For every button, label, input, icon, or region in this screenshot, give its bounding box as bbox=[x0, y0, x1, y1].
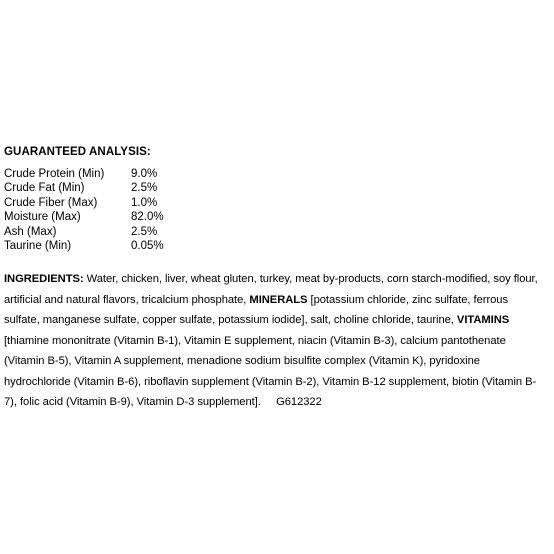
analysis-value: 2.5% bbox=[131, 225, 158, 238]
analysis-label: Moisture (Max) bbox=[4, 211, 81, 224]
table-row bbox=[4, 225, 164, 239]
ingredients-text-part1: Water, chicken, liver, wheat gluten, turkey, meat by-products, corn starch-modified, soy flour, artificial and natural flavors, tricalcium phosphate, bbox=[4, 273, 538, 306]
ingredients-text-part3: [thiamine mononitrate (Vitamin B-1), Vitamin E supplement, niacin (Vitamin B-3), calcium pantothenate (Vitamin B-5), Vitamin A supplement, menadione sodium bisulfite complex (Vitamin K), pyridoxine hydrochloride (Vitamin B-6), riboflavin supplement (Vitamin B-2), Vitamin B-12 supplement, biotin (Vitamin B-7), folic acid (Vitamin B-9), Vitamin D-3 supplement]. bbox=[4, 334, 537, 409]
analysis-label: Crude Protein (Min) bbox=[4, 168, 105, 180]
table-row bbox=[4, 210, 164, 224]
analysis-value: 2.5% bbox=[131, 182, 158, 195]
analysis-value: 0.05% bbox=[131, 240, 164, 253]
analysis-value: 9.0% bbox=[131, 168, 158, 180]
product-code: G612322 bbox=[276, 396, 322, 409]
vitamins-heading: VITAMINS bbox=[456, 314, 510, 327]
ingredients-heading: INGREDIENTS: bbox=[4, 273, 84, 286]
guaranteed-analysis-table bbox=[4, 167, 164, 253]
analysis-label: Taurine (Min) bbox=[4, 240, 72, 253]
ingredients-text-part2: [potassium chloride, zinc sulfate, ferrous sulfate, manganese sulfate, copper sulfate, potassium iodide], salt, choline chloride, taurine, bbox=[4, 293, 509, 327]
guaranteed-analysis-heading: GUARANTEED ANALYSIS: bbox=[4, 146, 151, 158]
table-row bbox=[4, 196, 164, 210]
analysis-label: Crude Fiber (Max) bbox=[4, 196, 98, 209]
analysis-label: Ash (Max) bbox=[4, 225, 57, 238]
label-document bbox=[4, 145, 544, 413]
minerals-heading: MINERALS bbox=[249, 293, 308, 306]
ingredients-paragraph bbox=[4, 269, 544, 413]
analysis-value: 82.0% bbox=[131, 211, 164, 224]
table-row bbox=[4, 181, 164, 195]
table-row bbox=[4, 239, 164, 253]
analysis-label: Crude Fat (Min) bbox=[4, 182, 85, 195]
analysis-value: 1.0% bbox=[131, 196, 158, 209]
table-row bbox=[4, 167, 164, 181]
